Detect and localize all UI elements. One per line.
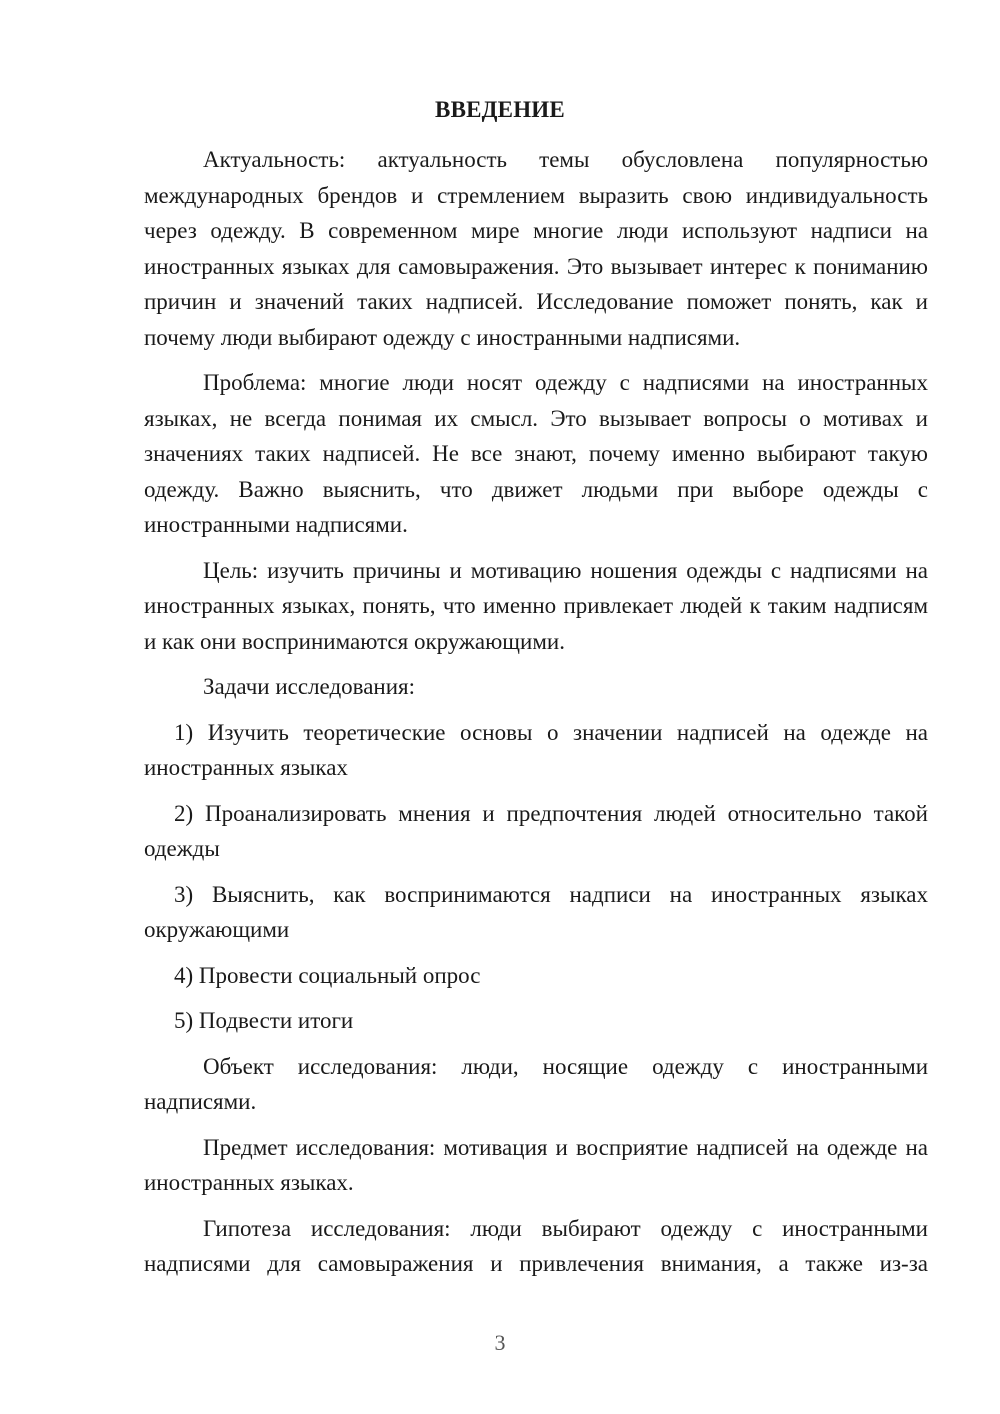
- paragraph-goal: Цель: изучить причины и мотивацию ношения одежды с надписями на иностранных языках, понять, что именно привлекает людей к таким надписям и как они воспринимаются окружающими.: [144, 557, 928, 654]
- task-item-3: 3) Выяснить, как воспринимаются надписи на иностранных языках окружающими: [144, 881, 928, 942]
- page-number: 3: [494, 1330, 506, 1355]
- paragraph-problem: Проблема: многие люди носят одежду с надписями на иностранных языках, не всегда понимая их смысл. Это вызывает вопросы о мотивах и значениях таких надписей. Не все знают, почему именно выбирают такую одежду. Важно выяснить, что движет людьми при выборе одежды с иностранными надписями.: [144, 370, 928, 537]
- task-item-2: 2) Проанализировать мнения и предпочтения людей относительно такой одежды: [144, 800, 928, 861]
- page-title: ВВЕДЕНИЕ: [435, 97, 565, 122]
- paragraph-hypothesis: Гипотеза исследования: люди выбирают одежду с иностранными надписями для самовыражения и привлечения внимания, а также из-за: [144, 1215, 928, 1276]
- task-item-5: 5) Подвести итоги: [174, 1008, 354, 1033]
- paragraph-tasks-heading: Задачи исследования:: [203, 674, 416, 699]
- document-body: [144, 142, 928, 1292]
- paragraph-object: Объект исследования: люди, носящие одежду с иностранными надписями.: [144, 1053, 928, 1114]
- task-item-1: 1) Изучить теоретические основы о значении надписей на одежде на иностранных языках: [144, 719, 928, 780]
- paragraph-subject: Предмет исследования: мотивация и восприятие надписей на одежде на иностранных языках.: [144, 1134, 928, 1195]
- task-item-4: 4) Провести социальный опрос: [174, 962, 481, 988]
- paragraph-relevance: Актуальность: актуальность темы обусловлена популярностью международных брендов и стремлением выразить свою индивидуальность через одежду. В современном мире многие люди используют надписи на иностранных языках для самовыражения. Это вызывает интерес к пониманию причин и значений таких надписей. Исследование поможет понять, как и почему люди выбирают одежду с иностранными надписями.: [144, 147, 928, 350]
